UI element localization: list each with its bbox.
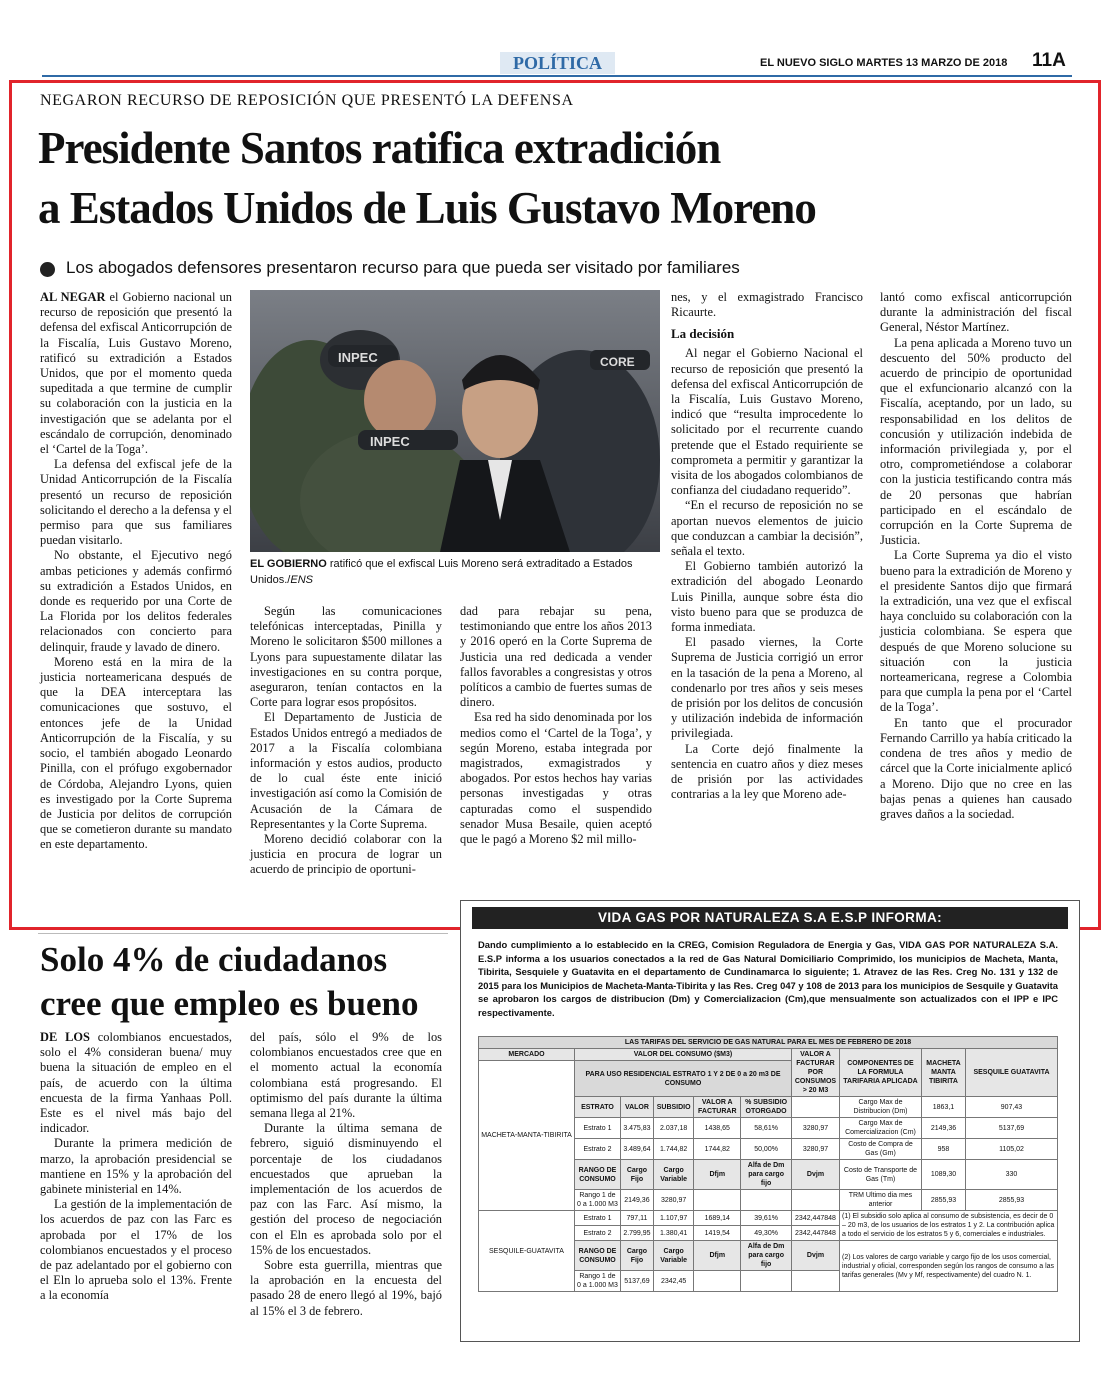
table-cell: 1438,65 — [694, 1118, 741, 1139]
headline-line-1: Solo 4% de ciudadanos — [40, 940, 388, 979]
col-header: Alfa de Dm para cargo fijo — [741, 1241, 792, 1271]
headline-line-2: cree que empleo es bueno — [40, 984, 419, 1023]
table-cell: 1419,54 — [694, 1226, 741, 1241]
paragraph: Moreno está en la mira de la justicia norteamericana después de que la DEA interceptara las comunicaciones que sostuvo, el entonces jefe de la Unidad Anticorrupción de la Fiscalía, y su socio, el también abogado Leonardo Pinilla, con el prófugo exgobernador de Córdoba, Alejandro Lyons, quien es investigado por la Corte Suprema de Justicia por delitos de corrupción que se cometieron durante su mandato en este departamento. — [40, 654, 232, 852]
component-label: Cargo Max de Comercializacion (Cm) — [839, 1118, 921, 1139]
footnote-1: (1) El subsidio solo aplica al consumo de subsistencia, es decir de 0 – 20 m3, de los usuarios de los estratos 1 y 2. La contribución aplica a todo el servicio de los estratos 5 y 6, comerciales e industriales. — [839, 1211, 1057, 1241]
table-cell: 2342,45 — [653, 1271, 693, 1292]
col-header: ESTRATO — [575, 1097, 621, 1118]
table-cell: 3280,97 — [791, 1139, 839, 1160]
paragraph: Al negar el Gobierno Nacional el recurso de reposición que presentó la defensa del exfiscal Anticorrupción de la Fiscalía, Luis Gustavo Moreno, indicó que “resulta improcedente lo solicitado por el recurrente cuando pretende que el Estado requiriente se comprometa a permitir y garantizar la visita de los abogados colombianos de confianza del ciudadano requerido”. — [671, 346, 863, 498]
table-cell: 58,61% — [741, 1118, 792, 1139]
paragraph: La pena aplicada a Moreno tuvo un descuento del 50% producto del acuerdo de principio de oportunidad que el exfuncionario alcanzó con la Fiscalía, aceptando, por un lado, su responsabilidad en los delitos de concusión y utilización indebida de información privilegiada y, por el otro, comprometiéndose a colaborar con la justicia testificando contra más de 20 personas que habrían participado en el escándalo de corrupción en la Corte Suprema de Justicia. — [880, 335, 1072, 548]
table-cell: 3280,97 — [791, 1118, 839, 1139]
lead-in: DE LOS — [40, 1030, 90, 1044]
story2-column-1 — [40, 1030, 232, 1304]
table-cell: 2.037,18 — [653, 1118, 693, 1139]
caption-text: ratificó que el exfiscal Luis Moreno será extraditado a Estados Unidos./ — [250, 558, 633, 586]
col-header: Dvjm — [791, 1160, 839, 1190]
story1-column-5 — [880, 290, 1072, 822]
table-cell: 1.744,82 — [653, 1139, 693, 1160]
table-cell: 3.489,64 — [620, 1139, 653, 1160]
paragraph: No obstante, el Ejecutivo negó ambas peticiones y además confirmó su extradición a Estados Unidos, en donde es requerido por una Corte de La Florida por los delitos federales relacionados con concierto para delinquir, fraude y lavado de dinero. — [40, 548, 232, 654]
photo-illustration — [250, 290, 660, 552]
section-label: POLÍTICA — [500, 52, 615, 74]
story2-column-2 — [250, 1030, 442, 1319]
paragraph: el Gobierno nacional un recurso de reposición que presentó la defensa del exfiscal Anticorrupción de la Fiscalía, Luis Gustavo Moreno, ratificó su extradición a Estados Unidos, que por el momento queda supeditada a que termine de cumplir su colaboración con la justicia en la investigación que se adelanta por el escándalo de corrupción, denominado el ‘Cartel de la Toga’. — [40, 290, 232, 457]
table-cell: 797,11 — [620, 1211, 653, 1226]
paragraph: La Corte Suprema ya dio el visto bueno para la extradición de Moreno y el presidente Santos dijo que firmará la extradición, una vez que el exfiscal haya concluido su colaboración con la justicia colombiana. Se espera que después de que Moreno solucione su situación con la justicia norteamericana, regrese a Colombia para que cumpla la pena por el ‘Cartel de la Toga’. — [880, 548, 1072, 715]
paragraph: Moreno decidió colaborar con la justicia en procura de lograr un acuerdo de principio de oportuni- — [250, 832, 442, 877]
col-header: RANGO DE CONSUMO — [575, 1160, 621, 1190]
story-headline — [38, 118, 1078, 238]
tariff-table — [478, 1036, 1058, 1292]
col-header: Dvjm — [791, 1241, 839, 1271]
component-label: TRM Ultimo dia mes anterior — [839, 1190, 921, 1211]
col-header: Cargo Variable — [653, 1241, 693, 1271]
table-cell: 5137,69 — [965, 1118, 1057, 1139]
paragraph: Durante la primera medición de marzo, la aprobación presidencial se mantiene en 15% y la aprobación del gabinete ministerial en 14%. — [40, 1136, 232, 1197]
table-cell: 5137,69 — [620, 1271, 653, 1292]
headline-line-1: Presidente Santos ratifica extradición — [38, 123, 721, 173]
photo-cap-text: CORE — [600, 355, 635, 369]
paragraph: La Corte dejó finalmente la sentencia en cuatro años y diez meses de prisión por las actividades contrarias a la ley que Moreno ade- — [671, 741, 863, 802]
story-subhead: Los abogados defensores presentaron recurso para que pueda ser visitado por familiares — [66, 258, 740, 277]
table-cell: 2855,93 — [921, 1190, 965, 1211]
paragraph: nes, y el exmagistrado Francisco Ricaurte. — [671, 290, 863, 320]
market-name: MACHETA-MANTA-TIBIRITA — [479, 1061, 575, 1211]
section-subhead: La decisión — [671, 326, 735, 342]
component-label: Costo de Compra de Gas (Gm) — [839, 1139, 921, 1160]
col-header: % SUBSIDIO OTORGADO — [741, 1097, 792, 1118]
paragraph: dad para rebajar su pena, testimoniando que entre los años 2013 y 2016 operó en la Corte Suprema de Justicia una red dedicada a vender fallos favorables a congresistas y otros políticos a cambio de fuertes sumas de dinero. — [460, 604, 652, 710]
table-cell: Estrato 1 — [575, 1211, 621, 1226]
table-cell: 1744,82 — [694, 1139, 741, 1160]
table-cell: 330 — [965, 1160, 1057, 1190]
paragraph: colombianos encuestados, solo el 4% consideran buena/ muy buena la situación de empleo en el país, de acuerdo con la última encuesta de la firma Yanhaas Poll. Este es el nivel más bajo del indicador. — [40, 1030, 232, 1136]
paper-date: EL NUEVO SIGLO MARTES 13 MARZO DE 2018 — [760, 57, 1008, 69]
paragraph: El pasado viernes, la Corte Suprema de Justicia corrigió un error en la tasación de la pena a Moreno, al condenarlo por tres años y seis meses de prisión por los delitos de concusión y utilización indebida de información privilegiada. — [671, 635, 863, 741]
table-cell: 2149,36 — [620, 1190, 653, 1211]
page-number: 11A — [1032, 50, 1066, 71]
col-header: MACHETA MANTA TIBIRITA — [921, 1049, 965, 1097]
market-name: SESQUILE-GUATAVITA — [479, 1211, 575, 1292]
table-cell: 2342,447848 — [791, 1211, 839, 1226]
story-divider — [38, 933, 448, 934]
table-cell: 3.475,83 — [620, 1118, 653, 1139]
table-cell: Estrato 2 — [575, 1139, 621, 1160]
ad-title: VIDA GAS POR NATURALEZA S.A E.S.P INFORMA: — [472, 907, 1068, 929]
paragraph: El Gobierno también autorizó la extradición del abogado Leonardo Luis Pinilla, aunque sobre ésta dio visto bueno para que se produzca de forma inmediata. — [671, 559, 863, 635]
story1-column-3 — [460, 604, 652, 847]
caption-lead: EL GOBIERNO — [250, 558, 327, 570]
paragraph: Durante la última semana de febrero, siguió disminuyendo el porcentaje de los ciudadanos encuestados que aprueban la implementación de los acuerdos de paz con las Farc. Así mismo, la gestión del proceso de negociación con el Eln es aprobada solo por el 15% de los encuestados. — [250, 1121, 442, 1257]
col-header: VALOR A FACTURAR — [694, 1097, 741, 1118]
paragraph: Según las comunicaciones telefónicas interceptadas, Pinilla y Moreno le solicitaron $500 millones a Lyons para supuestamente dilatar las investigaciones en su contra porque, aseguraron, tenían contactos en la Corte para lograr esos propósitos. — [250, 604, 442, 710]
caption-credit: ENS — [290, 574, 313, 586]
table-cell: 958 — [921, 1139, 965, 1160]
header-rule — [42, 75, 1072, 77]
table-cell: Estrato 2 — [575, 1226, 621, 1241]
table-cell: 1863,1 — [921, 1097, 965, 1118]
usage-note: PARA USO RESIDENCIAL ESTRATO 1 Y 2 DE 0 a 20 m3 DE CONSUMO — [575, 1061, 792, 1097]
paragraph: Sobre esta guerrilla, mientras que la aprobación en la encuesta del pasado 28 de enero llegó al 19%, bajó al 15% el 3 de febrero. — [250, 1258, 442, 1318]
story-photo — [250, 290, 660, 552]
table-cell: 1.107,97 — [653, 1211, 693, 1226]
paragraph: El Departamento de Justicia de Estados Unidos entregó a mediados de 2017 a la Fiscalía colombiana información y estos audios, producto de lo cual éste ente inició investigación así como la Comisión de Acusación de la Cámara de Representantes y la Corte Suprema. — [250, 710, 442, 831]
ad-body: Dando cumplimiento a lo establecido en la CREG, Comision Reguladora de Energia y Gas, VIDA GAS POR NATURALEZA S.A. E.S.P informa a los usuarios conectados a la red de Gas Natural Domiciliario Comprimido, los municipios de Macheta, Manta, Tibirita, Sesquiele y Guatavita en el departamento de Cundinamarca lo siguiente; 1. Atravez de las Res. Creg No. 131 y 132 de 2015 para los Municipios de Macheta-Manta-Tibirita y las Res. Creg 047 y 108 de 2013 para los municipios de Sesquile y Guatavita se aprobaron los cargos de distribucion (Dm) y Comercializacion (Cm),que mensualmente son actualizados con el IPP e IPC respectivamente. — [478, 939, 1058, 1018]
col-header: Cargo Variable — [653, 1160, 693, 1190]
table-cell: 907,43 — [965, 1097, 1057, 1118]
photo-cap-text: INPEC — [370, 434, 410, 449]
table-cell: 2.799,95 — [620, 1226, 653, 1241]
table-cell: 49,30% — [741, 1226, 792, 1241]
col-header: Alfa de Dm para cargo fijo — [741, 1160, 792, 1190]
story1-column-2 — [250, 604, 442, 878]
tariff-table-wrap — [478, 1036, 1058, 1292]
paragraph: lantó como exfiscal anticorrupción durante la administración del fiscal General, Néstor Martínez. — [880, 290, 1072, 335]
component-label: Cargo Max de Distribucion (Dm) — [839, 1097, 921, 1118]
col-header: SESQUILE GUATAVITA — [965, 1049, 1057, 1097]
col-header: Cargo Fijo — [620, 1241, 653, 1271]
story1-column-1 — [40, 290, 232, 853]
table-cell: 1089,30 — [921, 1160, 965, 1190]
table-cell: 1105,02 — [965, 1139, 1057, 1160]
col-header: MERCADO — [479, 1049, 575, 1061]
story2-headline — [40, 938, 450, 1026]
table-cell: 1689,14 — [694, 1211, 741, 1226]
table-cell: 2855,93 — [965, 1190, 1057, 1211]
col-header: Dfjm — [694, 1160, 741, 1190]
photo-cap-text: INPEC — [338, 350, 378, 365]
table-cell: 3280,97 — [653, 1190, 693, 1211]
headline-line-2: a Estados Unidos de Luis Gustavo Moreno — [38, 183, 816, 233]
table-cell: 39,61% — [741, 1211, 792, 1226]
table-cell: Estrato 1 — [575, 1118, 621, 1139]
table-cell: 1.380,41 — [653, 1226, 693, 1241]
bullet-icon — [40, 262, 55, 277]
paragraph: “En el recurso de reposición no se aportan nuevos elementos de juicio que conduzcan a cambiar la decisión”, señala el texto. — [671, 498, 863, 559]
story1-column-4 — [671, 290, 863, 803]
col-header: SUBSIDIO — [653, 1097, 693, 1118]
col-header: VALOR A FACTURAR POR CONSUMOS > 20 M3 — [791, 1049, 839, 1097]
table-title: LAS TARIFAS DEL SERVICIO DE GAS NATURAL PARA EL MES DE FEBRERO DE 2018 — [479, 1037, 1058, 1049]
lead-in: AL NEGAR — [40, 290, 106, 304]
table-cell: 50,00% — [741, 1139, 792, 1160]
paragraph: La defensa del exfiscal jefe de la Unidad Anticorrupción de la Fiscalía presentó un recurso de reposición solicitando el derecho a la defensa y el permiso para que sus familiares puedan visitarlo. — [40, 457, 232, 548]
table-cell: Rango 1 de 0 a 1.000 M3 — [575, 1271, 621, 1292]
col-header: RANGO DE CONSUMO — [575, 1241, 621, 1271]
story-kicker: NEGARON RECURSO DE REPOSICIÓN QUE PRESENTÓ LA DEFENSA — [40, 92, 574, 109]
col-header: VALOR — [620, 1097, 653, 1118]
footnote-2: (2) Los valores de cargo variable y cargo fijo de los usos comercial, industrial y oficial, corresponden según los rangos de consumo a las tarifas generales (Mv y Mf, respectivamente) del cuadro N. 1. — [839, 1241, 1057, 1292]
col-header: Dfjm — [694, 1241, 741, 1271]
photo-caption — [250, 556, 662, 588]
paragraph: Esa red ha sido denominada por los medios como el ‘Cartel de la Toga’, y según Moreno, estaba integrada por magistrados, exmagistrados y abogados. Por estos hechos hay varias personas investigadas y otras capturadas como el suspendido senador Musa Besaile, quien aceptó que le pagó a Moreno $2 mil millo- — [460, 710, 652, 847]
col-header: VALOR DEL CONSUMO ($M3) — [575, 1049, 792, 1061]
paragraph: del país, sólo el 9% de los colombianos encuestados cree que en el momento actual la economía colombiana está progresando. El optimismo del país durante la última semana llega al 21%. — [250, 1030, 442, 1121]
col-header: Cargo Fijo — [620, 1160, 653, 1190]
paragraph: En tanto que el procurador Fernando Carrillo ya había criticado la condena de tres años y medio de cárcel que la Corte inicialmente aplicó a Moreno. Dijo que no cree en las bajas penas a quienes han causado graves daños a la sociedad. — [880, 715, 1072, 821]
paragraph: La gestión de la implementación de los acuerdos de paz con las Farc es aprobada por el 17% de los colombianos encuestados y el proceso de paz adelantado por el gobierno con el Eln lo aprueba solo el 13%. Frente a la economía — [40, 1197, 232, 1303]
table-cell: 2342,447848 — [791, 1226, 839, 1241]
component-label: Costo de Transporte de Gas (Tm) — [839, 1160, 921, 1190]
table-cell: Rango 1 de 0 a 1.000 M3 — [575, 1190, 621, 1211]
table-cell: 2149,36 — [921, 1118, 965, 1139]
col-header: COMPONENTES DE LA FORMULA TARIFARIA APLICADA — [839, 1049, 921, 1097]
